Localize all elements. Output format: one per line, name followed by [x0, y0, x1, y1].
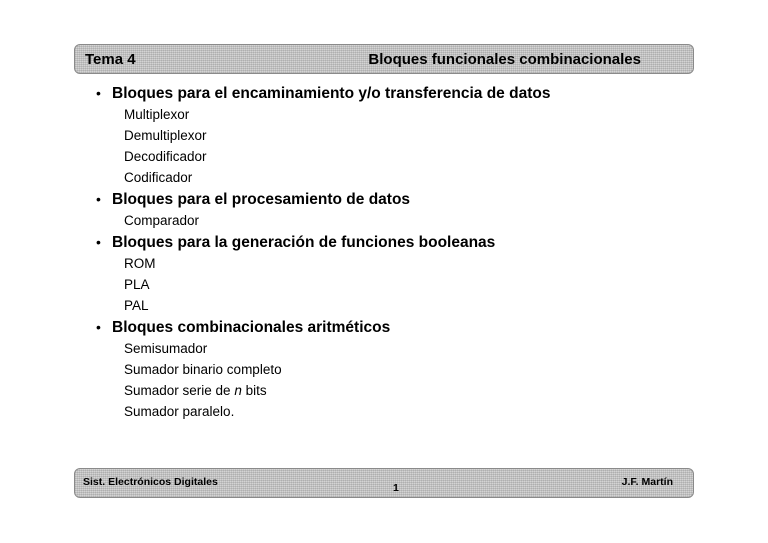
topic-label: Tema 4	[85, 51, 136, 68]
section-arithmetic	[96, 316, 696, 422]
bullet-icon: •	[96, 234, 101, 250]
list-item: Semisumador	[124, 341, 208, 356]
list-item: Sumador binario completo	[124, 362, 282, 377]
list-item: Sumador serie de n bits	[124, 383, 267, 398]
section-boolean	[96, 231, 696, 316]
bullet-icon: •	[96, 191, 101, 207]
list-item: Codificador	[124, 170, 193, 185]
bullet-icon: •	[96, 319, 101, 335]
bullet-icon: •	[96, 85, 101, 101]
section-processing	[96, 188, 696, 231]
section-title: Bloques para el encaminamiento y/o transferencia de datos	[112, 85, 551, 102]
section-title: Bloques para el procesamiento de datos	[112, 191, 411, 208]
slide-content	[96, 82, 696, 422]
list-item: PAL	[124, 298, 149, 313]
author: J.F. Martín	[621, 476, 673, 488]
header-bar	[74, 44, 694, 74]
list-item: Decodificador	[124, 149, 207, 164]
list-item: ROM	[124, 256, 156, 271]
list-item: Sumador paralelo.	[124, 404, 235, 419]
list-item: PLA	[124, 277, 150, 292]
course-name: Sist. Electrónicos Digitales	[83, 476, 218, 488]
section-title: Bloques combinacionales aritméticos	[112, 319, 391, 336]
slide-title: Bloques funcionales combinacionales	[368, 51, 641, 68]
section-title: Bloques para la generación de funciones booleanas	[112, 234, 496, 251]
footer-bar	[74, 468, 694, 498]
list-item: Multiplexor	[124, 107, 190, 122]
list-item: Comparador	[124, 213, 200, 228]
page-number: 1	[393, 482, 399, 494]
list-item: Demultiplexor	[124, 128, 207, 143]
section-routing	[96, 82, 696, 188]
